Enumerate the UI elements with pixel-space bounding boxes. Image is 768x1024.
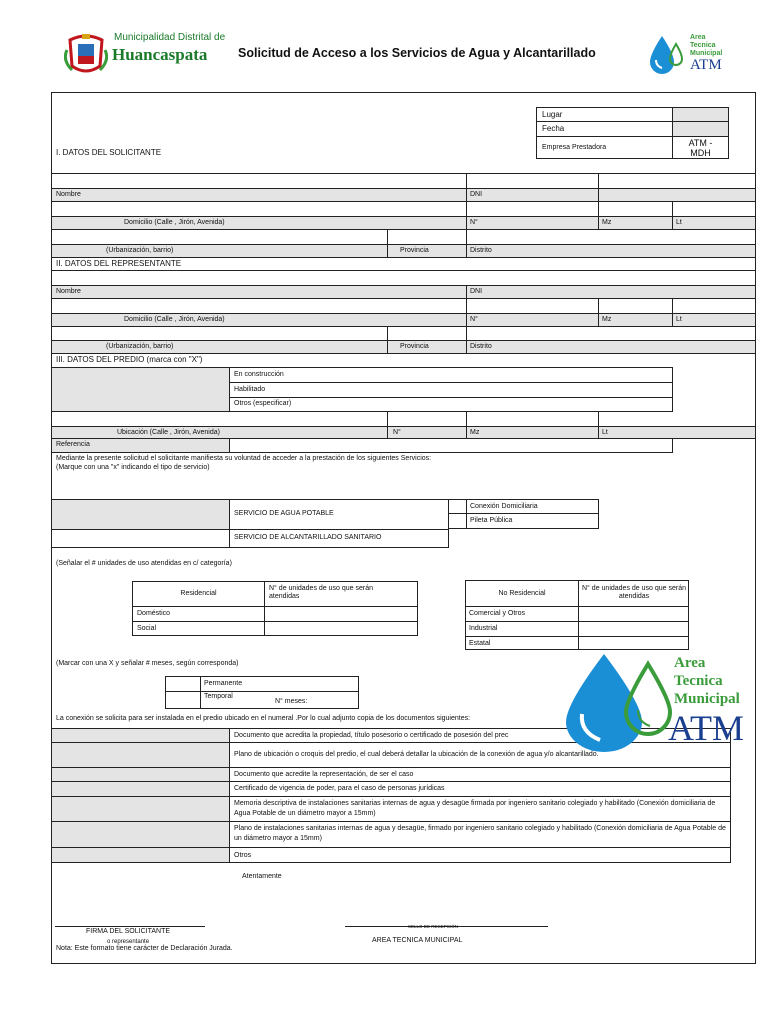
area-tecnica-label: AREA TECNICA MUNICIPAL [372,937,463,944]
doc-checkbox-1[interactable] [52,729,229,742]
doc-checkbox-5[interactable] [52,797,229,821]
logo-large-line1: Area [674,655,706,671]
conexion-label: Conexión Domiciliaria [470,503,538,510]
temporal-checkbox[interactable] [166,692,200,708]
predio-checkbox-construccion[interactable] [52,368,229,382]
units-res-num-header: N° de unidades de uso que serán atendidas [269,585,373,600]
nota-label: Nota: Este formato tiene carácter de Declaración Jurada. [56,945,233,952]
duration-note: (Marcar con una X y señalar # meses, según corresponda) [56,660,239,667]
s2-domicilio-label: Domicilio (Calle , Jirón, Avenida) [124,316,225,323]
fecha-label: Fecha [542,124,565,133]
units-res-social: Social [137,625,157,632]
units-comercial-input[interactable] [579,607,688,621]
units-nores-num-header: N° de unidades de uso que serán atendidas [582,585,686,600]
doc-item-2: Plano de ubicación o croquis del predio, el cual deberá detallar la ubicación de la conexión de agua y/o alcantarillado. [234,751,599,758]
service-alc-checkbox[interactable] [52,530,229,547]
o-representante-label: o representante [107,939,150,945]
s1-urb-label: (Urbanización, barrio) [106,247,174,254]
atentamente-label: Atentamente [242,873,282,880]
s3-mz-label: Mz [470,429,480,436]
logo-small-line1: Area [690,34,706,41]
s1-dni-label: DNI [470,191,483,198]
section-3-title: III. DATOS DEL PREDIO (marca con "X") [56,355,203,364]
empresa-label: Empresa Prestadora [542,144,607,151]
municipal-crest [64,30,108,78]
muni-name-line1: Municipalidad Distrital de [114,32,226,43]
atm-logo-large [560,648,768,754]
s2-nombre-label: Nombre [56,288,81,295]
s2-lt-label: Lt [676,316,682,323]
empresa-value-2: MDH [690,148,711,158]
s1-nombre-label: Nombre [56,191,81,198]
s2-urb-label: (Urbanización, barrio) [106,343,174,350]
predio-checkbox-otros[interactable] [52,398,229,411]
units-res-header: Residencial [180,590,217,597]
units-industrial-input[interactable] [579,622,688,636]
doc-item-1: Documento que acredita la propiedad, título posesorio o certificado de posesión del prec [234,732,509,739]
s2-provincia-label: Provincia [400,343,429,350]
units-domestico-input[interactable] [265,607,417,621]
logo-small-line4: ATM [690,57,722,73]
s2-dni-label: DNI [470,288,483,295]
empresa-value-1: ATM - [688,138,713,148]
services-intro-2: (Marque con una "x" indicando el tipo de servicio) [56,464,210,471]
s1-provincia-label: Provincia [400,247,429,254]
section-1-title: I. DATOS DEL SOLICITANTE [56,148,162,157]
logo-small-line3: Municipal [690,50,723,57]
s1-lt-label: Lt [676,219,682,226]
s1-distrito-label: Distrito [470,247,492,254]
s2-mz-label: Mz [602,316,612,323]
predio-opt-construccion: En construcción [234,371,284,378]
s3-referencia-label: Referencia [56,441,90,448]
s1-n-label: N° [470,219,478,226]
sello-label: SELLO DE RECEPCIÓN [408,924,459,929]
doc-item-6: Plano de instalaciones sanitarias internas de agua y desagüe, firmado por ingeniero sanitario colegiado y habilitado (Conexión domiciliaria de Agua Potable de un diámetro mayor a 15mm) [234,825,726,842]
logo-large-line3: Municipal [674,691,740,707]
logo-small-line2: Tecnica [690,42,716,49]
service-agua-label: SERVICIO DE AGUA POTABLE [234,510,334,517]
doc-item-4: Certificado de vigencia de poder, para el caso de personas jurídicas [234,785,445,792]
s3-lt-label: Lt [602,429,608,436]
units-res-domestico: Doméstico [137,610,171,617]
pileta-label: Pileta Pública [470,517,513,524]
doc-item-3: Documento que acredite la representación, de ser el caso [234,771,414,778]
doc-checkbox-3[interactable] [52,768,229,781]
logo-large-line4: ATM [668,708,745,748]
units-nores-industrial: Industrial [469,625,498,632]
s2-distrito-label: Distrito [470,343,492,350]
doc-item-5: Memoria descriptiva de instalaciones sanitarias internas de agua y desagüe firmada por ingeniero sanitario colegiado y habilitado (Conexión domiciliaria de Agua Potable de un diámetro mayor a 15mm) [234,800,716,817]
s3-ubicacion-label: Ubicación (Calle , Jirón, Avenida) [117,429,220,436]
permanente-checkbox[interactable] [166,677,200,691]
s1-mz-label: Mz [602,219,612,226]
units-note: (Señalar el # unidades de uso atendidas en c/ categoría) [56,560,232,567]
s1-domicilio-label: Domicilio (Calle , Jirón, Avenida) [124,219,225,226]
predio-opt-otros: Otros (especificar) [234,400,292,407]
muni-name-line2: Huancaspata [112,45,208,64]
service-agua-checkbox[interactable] [52,500,229,529]
page-title: Solicitud de Acceso a los Servicios de Agua y Alcantarillado [238,46,596,60]
units-nores-header: No Residencial [498,590,546,597]
meses-label: N° meses: [275,698,308,705]
doc-checkbox-4[interactable] [52,782,229,796]
service-alc-label: SERVICIO DE ALCANTARILLADO SANITARIO [234,534,382,541]
section-2-title: II. DATOS DEL REPRESENTANTE [56,259,182,268]
conexion-checkbox[interactable] [449,500,466,513]
units-nores-comercial: Comercial y Otros [469,610,526,617]
firma-label: FIRMA DEL SOLICITANTE [86,928,171,935]
lugar-label: Lugar [542,110,563,119]
pileta-checkbox[interactable] [449,514,466,528]
atm-logo-small [646,34,736,78]
units-nores-estatal: Estatal [469,640,491,647]
doc-item-7: Otros [234,852,252,859]
services-intro: Mediante la presente solicitud el solicitante manifiesta su voluntad de acceder a la prestación de los siguientes Servicios: [56,455,432,462]
predio-checkbox-habilitado[interactable] [52,383,229,397]
predio-opt-habilitado: Habilitado [234,386,266,393]
permanente-label: Permanente [204,680,243,687]
units-social-input[interactable] [265,622,417,635]
doc-checkbox-7[interactable] [52,848,229,862]
s3-n-label: N° [393,429,401,436]
doc-checkbox-6[interactable] [52,822,229,847]
doc-checkbox-2[interactable] [52,743,229,767]
docs-intro: La conexión se solicita para ser instalada en el predio ubicado en el numeral .Por lo cual adjunto copia de los documentos siguientes: [56,715,471,722]
logo-large-line2: Tecnica [674,673,723,689]
s2-n-label: N° [470,316,478,323]
firma-signature-area[interactable] [55,884,205,924]
temporal-label: Temporal [204,693,233,700]
